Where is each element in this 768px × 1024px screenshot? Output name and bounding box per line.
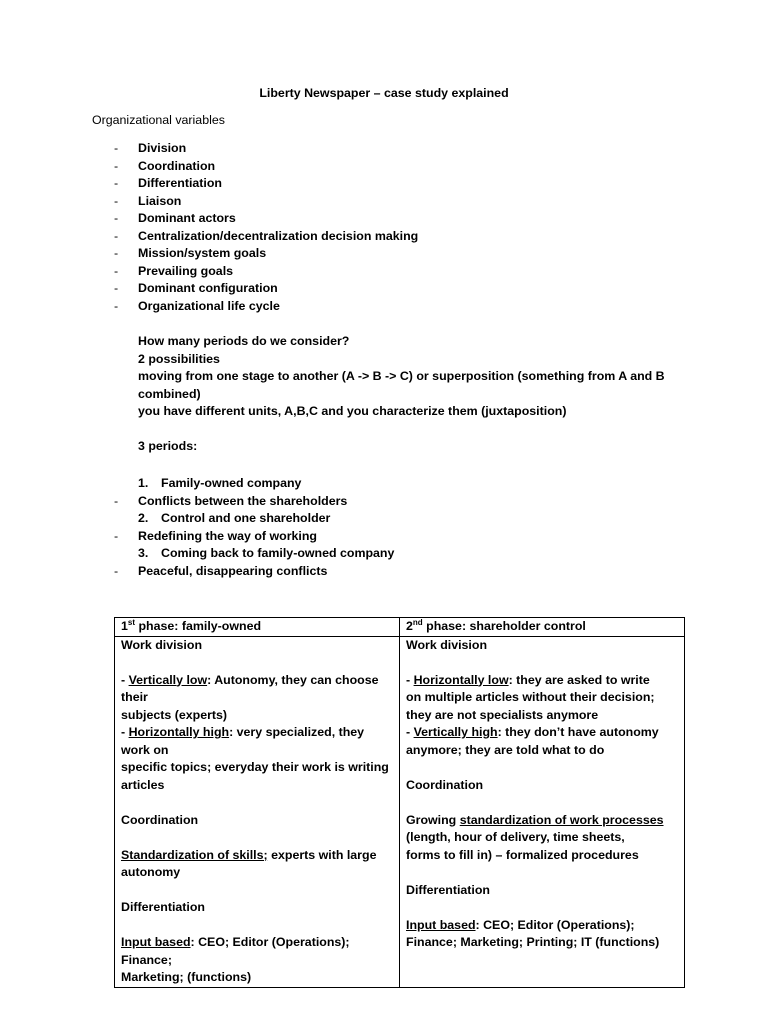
table-row [115, 636, 685, 987]
list-item: - Dominant configuration [114, 281, 278, 295]
list-item: - Differentiation [114, 176, 222, 190]
section-heading: Organizational variables [92, 113, 225, 127]
period-item: 1. Family-owned company [138, 476, 302, 490]
list-item: - Centralization/decentralization decision making [114, 228, 419, 243]
list-item: - Organizational life cycle [114, 298, 280, 313]
list-item: - Prevailing goals [114, 263, 234, 278]
possibility-line: combined) [138, 386, 201, 401]
table-header-row [115, 618, 685, 637]
phase1-header: 1st phase: family-owned [115, 618, 400, 637]
list-item: - Liaison [114, 193, 182, 208]
period-note: - Redefining the way of working [114, 528, 317, 543]
periods-list [114, 475, 674, 580]
list-item: - Dominant actors [114, 211, 236, 225]
periods-count: 3 periods: [138, 439, 198, 453]
periods-explanation [138, 333, 698, 456]
possibilities-label: 2 possibilities [138, 351, 220, 366]
possibility-line: you have different units, A,B,C and you characterize them (juxtaposition) [138, 404, 567, 418]
list-item: - Division [114, 141, 187, 155]
list-item: - Mission/system goals [114, 246, 267, 260]
phases-table [114, 617, 685, 988]
variables-list [114, 140, 714, 315]
periods-question: How many periods do we consider? [138, 334, 350, 348]
period-item: 3. Coming back to family-owned company [138, 546, 395, 560]
period-note: - Peaceful, disappearing conflicts [114, 563, 328, 578]
phase2-header: 2nd phase: shareholder control [400, 618, 685, 637]
phase1-cell: Work division - Vertically low: Autonomy, they can choose their subjects (experts) - Horizontally high: very specialized, they work on specific topics; everyday their work is writing articles Coordination Standardization of skills; experts with large autonomy Differentiation Input based: CEO; Editor (Operations); Finance; Marketing; (functions) [115, 636, 400, 987]
period-item: 2. Control and one shareholder [138, 511, 331, 525]
list-item: - Coordination [114, 158, 216, 173]
possibility-line: moving from one stage to another (A -> B -> C) or superposition (something from A and B [138, 369, 665, 383]
period-note: - Conflicts between the shareholders [114, 493, 348, 508]
phase2-cell: Work division - Horizontally low: they are asked to write on multiple articles without their decision; they are not specialists anymore - Vertically high: they don’t have autonomy anymore; they are told what to do Coordination Growing standardization of work processes (length, hour of delivery, time sheets, forms to fill in) – formalized procedures Differentiation Input based: CEO; Editor (Operations); Finance; Marketing; Printing; IT (functions) [400, 636, 685, 987]
document-title: Liberty Newspaper – case study explained [259, 86, 509, 100]
